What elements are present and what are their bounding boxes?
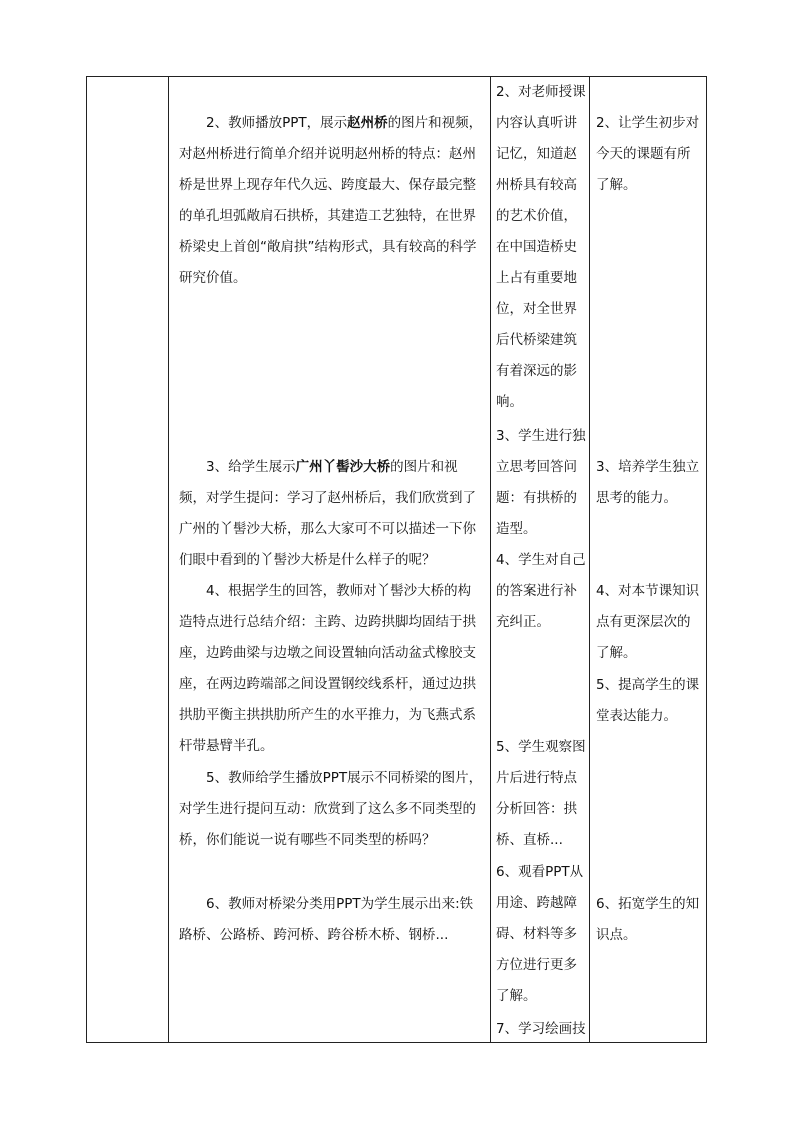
teacher-step-2-bold: 赵州桥 [347,115,388,131]
goal-3: 3、培养学生独立思考的能力。 [596,459,700,506]
teacher-step-2-text-a: 2、教师播放PPT，展示 [206,115,348,131]
teacher-step-3-text-a: 3、给学生展示 [206,459,296,475]
goal-4: 4、对本节课知识点有更深层次的了解。 [596,583,700,661]
student-step-6: 6、观看PPT从用途、跨越障碍、材料等多方位进行更多了解。 [496,864,584,1004]
teacher-step-5: 5、教师给学生播放PPT展示不同桥梁的图片，对学生进行提问互动：欣赏到了这么多不同类型的桥，你们能说一说有哪些不同类型的桥吗？ [179,770,483,848]
student-step-4: 4、学生对自己的答案进行补充纠正。 [496,552,586,630]
lesson-plan-table [86,76,707,1043]
student-step-2: 2、对老师授课内容认真听讲记忆，知道赵州桥具有较高的艺术价值，在中国造桥史上占有重要地位，对全世界后代桥梁建筑有着深远的影响。 [496,84,586,410]
student-step-3: 3、学生进行独立思考回答问题：有拱桥的造型。 [496,428,586,537]
student-step-7: 7、学习绘画技 [496,1021,586,1037]
teacher-step-4: 4、根据学生的回答，教师对丫髻沙大桥的构造特点进行总结介绍：主跨、边跨拱脚均固结于拱座，边跨曲梁与边墩之间设置轴向活动盆式橡胶支座，在两边跨端部之间设置钢绞线系杆，通过边拱拱肋平衡主拱拱肋所产生的水平推力，为飞燕式系杆带悬臂半孔。 [179,583,476,754]
teacher-activity-cell [169,77,490,1042]
teacher-step-6: 6、教师对桥梁分类用PPT为学生展示出来:铁路桥、公路桥、跨河桥、跨谷桥木桥、钢桥... [179,896,474,943]
section-column-cell [87,77,168,1042]
student-activity-cell [491,77,589,1042]
student-step-5: 5、学生观察图片后进行特点分析回答：拱桥、直桥... [496,739,586,848]
design-intent-cell [590,77,707,1042]
teacher-step-2-text-b: 的图片和视频，对赵州桥进行简单介绍并说明赵州桥的特点：赵州桥是世界上现存年代久远、跨度最大、保存最完整的单孔坦弧敞肩石拱桥，其建造工艺独特，在世界桥梁史上首创“敞肩拱”结构形式，具有较高的科学研究价值。 [179,115,483,286]
teacher-step-3-text-b: 的图片和视频，对学生提问：学习了赵州桥后，我们欣赏到了广州的丫髻沙大桥，那么大家可不可以描述一下你们眼中看到的丫髻沙大桥是什么样子的呢？ [179,459,476,568]
teacher-step-3-bold: 广州丫髻沙大桥 [295,459,391,475]
goal-5: 5、提高学生的课堂表达能力。 [596,677,700,724]
teacher-step-2 [179,108,484,294]
goal-6: 6、拓宽学生的知识点。 [596,896,700,943]
teacher-step-3 [179,452,484,576]
goal-2: 2、让学生初步对今天的课题有所了解。 [596,115,700,193]
